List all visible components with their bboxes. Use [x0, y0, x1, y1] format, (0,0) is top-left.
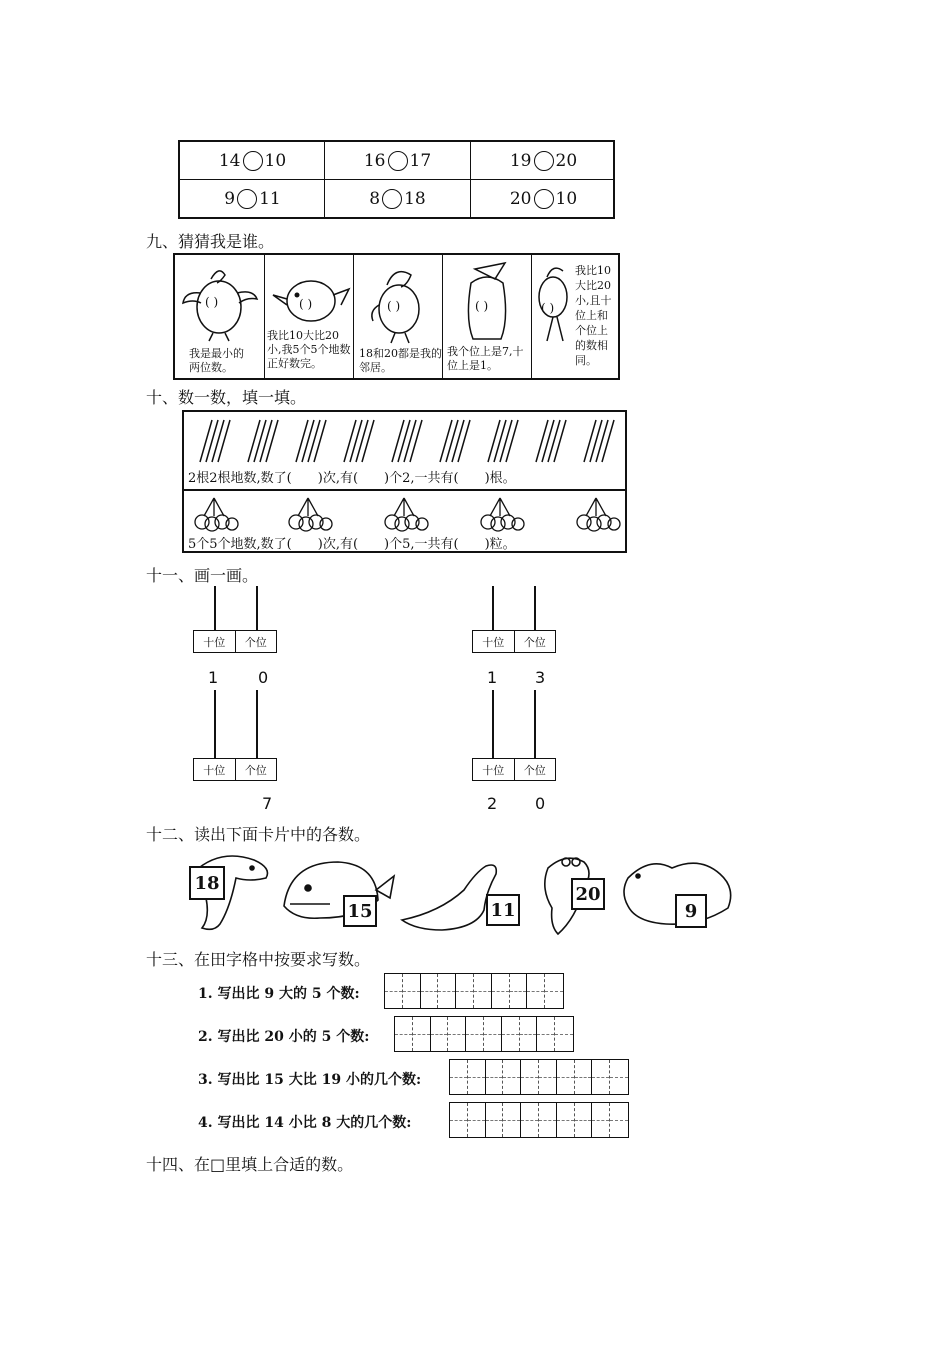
place-value-box: 十位 个位 [472, 758, 556, 781]
abacus-rod [256, 586, 258, 630]
answer-blank[interactable]: ( ) [387, 299, 401, 313]
number-card: 15 [343, 895, 377, 927]
animals-illustration [180, 848, 740, 940]
sticks-icon [192, 416, 622, 466]
bird-clue: 我是最小的两位数。 [189, 347, 244, 374]
abacus-rod [492, 690, 494, 758]
abacus-number: 3 [535, 668, 546, 687]
count-cherries-text: 5个5个地数,数了( )次,有( )个5,一共有( )粒。 [188, 537, 516, 552]
compare-circle[interactable] [534, 151, 554, 171]
abacus-rod [214, 690, 216, 758]
compare-cell: 19 20 [509, 151, 578, 171]
number-card: 9 [675, 894, 707, 928]
bird-clue: 我比10大比20小,我5个5个地数正好数完。 [267, 329, 351, 370]
bird-clue: 我比10大比20小,且十位上和个位上的数相同。 [575, 264, 612, 367]
abacus-rod [492, 586, 494, 630]
answer-blank[interactable]: ( ) [299, 297, 313, 311]
answer-blank[interactable]: ( ) [541, 301, 555, 315]
compare-cell: 8 18 [369, 189, 426, 209]
tianzige-grid[interactable] [394, 1016, 574, 1052]
place-value-box: 十位 个位 [193, 758, 277, 781]
abacus-number: 1 [487, 668, 498, 687]
number-card: 20 [571, 878, 605, 910]
bird-clue: 我个位上是7,十位上是1。 [447, 345, 524, 372]
section-13-title: 十三、在田字格中按要求写数。 [146, 950, 371, 969]
bird-icon [181, 263, 259, 343]
compare-circle[interactable] [237, 189, 257, 209]
count-sticks-text: 2根2根地数,数了( )次,有( )个2,一共有( )根。 [188, 471, 516, 486]
abacus-number: 7 [262, 794, 273, 813]
number-card: 18 [189, 866, 225, 900]
compare-circle[interactable] [243, 151, 263, 171]
cherries-icon [188, 496, 624, 534]
tianzige-grid[interactable] [384, 973, 564, 1009]
compare-circle[interactable] [388, 151, 408, 171]
abacus-number: 0 [535, 794, 546, 813]
comparison-table [178, 140, 615, 219]
compare-cell: 14 10 [218, 151, 287, 171]
section-14-title: 十四、在□里填上合适的数。 [146, 1155, 354, 1174]
abacus-number: 2 [487, 794, 498, 813]
section-9-title: 九、猜猜我是谁。 [146, 232, 275, 251]
abacus-number: 1 [208, 668, 219, 687]
write-prompt: 2. 写出比 20 小的 5 个数: [198, 1029, 370, 1045]
section-10-title: 十、数一数，填一填。 [146, 388, 307, 407]
write-prompt: 1. 写出比 9 大的 5 个数: [198, 986, 360, 1002]
compare-circle[interactable] [382, 189, 402, 209]
place-value-box: 十位 个位 [472, 630, 556, 653]
compare-cell: 9 11 [224, 189, 281, 209]
write-prompt: 3. 写出比 15 大比 19 小的几个数: [198, 1072, 422, 1088]
section-12-title: 十二、读出下面卡片中的各数。 [146, 825, 371, 844]
tianzige-grid[interactable] [449, 1102, 629, 1138]
answer-blank[interactable]: ( ) [205, 295, 219, 309]
tianzige-grid[interactable] [449, 1059, 629, 1095]
guess-panel [173, 253, 620, 380]
abacus-rod [534, 690, 536, 758]
number-card: 11 [486, 894, 520, 926]
abacus-rod [214, 586, 216, 630]
abacus-rod [256, 690, 258, 758]
compare-circle[interactable] [534, 189, 554, 209]
count-panel [182, 410, 627, 553]
section-11-title: 十一、画一画。 [146, 566, 259, 585]
place-value-box: 十位 个位 [193, 630, 277, 653]
write-prompt: 4. 写出比 14 小比 8 大的几个数: [198, 1115, 412, 1131]
bird-clue: 18和20都是我的邻居。 [359, 347, 442, 374]
answer-blank[interactable]: ( ) [475, 299, 489, 313]
compare-cell: 16 17 [363, 151, 432, 171]
abacus-rod [534, 586, 536, 630]
compare-cell: 20 10 [509, 189, 578, 209]
abacus-number: 0 [258, 668, 269, 687]
